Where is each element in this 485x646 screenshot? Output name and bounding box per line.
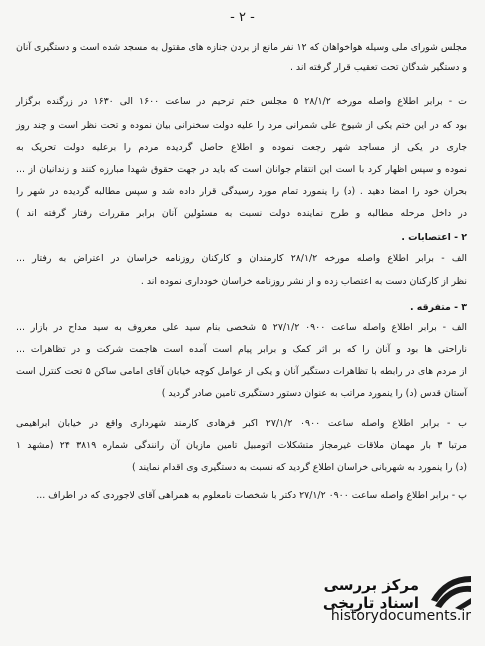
text-line: بحران خود را امضا دهید . (د) را ینمورد تمام مورد رسیدگی قرار داده شد و سپس مطالبه گردیده در شهر را [16,186,467,197]
archive-book-icon [425,570,477,610]
text-line: پ - برابر اطلاع واصله ساعت ۰۹۰۰ ۲۷/۱/۲ دکتر با شخصات نامعلوم به همراهی آقای لاجوردی که در اطراف ... [36,490,467,501]
text-line: نظر از کارکنان دست به اعتصاب زده و از نشر روزنامه خراسان خودداری نموده اند . [140,276,467,287]
text-line: آستان قدس (د) را ینمورد مراتب به عنوان دستور دستگیری تامین صادر گردید ) [161,388,467,399]
text-line: بود که در این ختم یکی از شیوخ علی شمرانی مرد را علیه دولت سخنرانی بیان نموده و تحت نظر است و چند روز [16,120,467,131]
section-heading: ۳ - متفرقه . [409,302,467,313]
page-number: - ۲ - [230,10,255,25]
text-line: نموده و سپس اظهار کرد با است این انتقام جوانان است که باید در جهت حقوق شهدا مبارزه کنند و زندانیان از ... [16,164,467,175]
text-line: الف - برابر اطلاع واصله ساعت ۰۹۰۰ ۲۷/۱/۲ ۵ شخصی بنام سید علی معروف به سید مداح در بازار ... [16,322,467,333]
text-line: و دستگیر شدگان تحت تعقیب قرار گرفته اند . [289,62,467,73]
text-line: مجلس شورای ملی وسیله هواخواهان که ۱۲ نفر مانع از بردن جنازه های مقتول به مسجد شده است و دستگیری آنان [16,42,467,53]
text-line: ب - برابر اطلاع واصله ساعت ۰۹۰۰ ۲۷/۱/۲ اکبر فرهادی کارمند شهرداری واقع در خیابان ابراهیمی [16,418,468,429]
text-line: جاری در یکی از مساجد شهر رجعت نموده و اطلاع حاصل گردیده مردم را برعلیه دولت تحریک به [16,142,467,153]
text-line: الف - برابر اطلاع واصله مورخه ۲۸/۱/۲ کارمندان و کارکنان روزنامه خراسان در اعتراض به رفتار ... [16,253,467,264]
archive-title: مرکز بررسی اسناد تاریخی [322,576,419,612]
text-line: از مردم های در رابطه با تظاهرات دستگیر آنان و یکی از عوامل کوچه خیابان آقای امامی ساکن ۵ تحت کنترل است [16,366,468,377]
archive-watermark [282,570,477,640]
text-line: مرتبا ۳ بار مهمان ملاقات غیرمجاز متشکلات اتومبیل تامین مازیان آن رانندگی شماره ۳۸۱۹ ۲۴ (مشهد ۱ [16,440,467,451]
text-line: (د) را ینمورد به شهربانی خراسان اطلاع گردید که نسبت به دستگیری وی اقدام نمایند ) [131,462,467,473]
archive-url[interactable]: historydocuments.ir [330,608,471,624]
text-line: در داخل مرحله مطالبه و طرح نماینده دولت نسبت به مسئولین آنان برابر مقررات رفتار گرفته اند ) [16,208,467,219]
text-line: ناراحتی ها بود و آنان را که بر اثر کمک و برابر پیام است آمده است هاجمت شرکت و در تظاهرات ... [16,344,467,355]
text-line: ت - برابر اطلاع واصله مورخه ۲۸/۱/۲ ۵ مجلس ختم ترحیم در ساعت ۱۶۰۰ الی ۱۶۳۰ در زرگنده برگزار [16,96,468,107]
section-heading: ۲ - اعتصابات . [401,232,467,243]
